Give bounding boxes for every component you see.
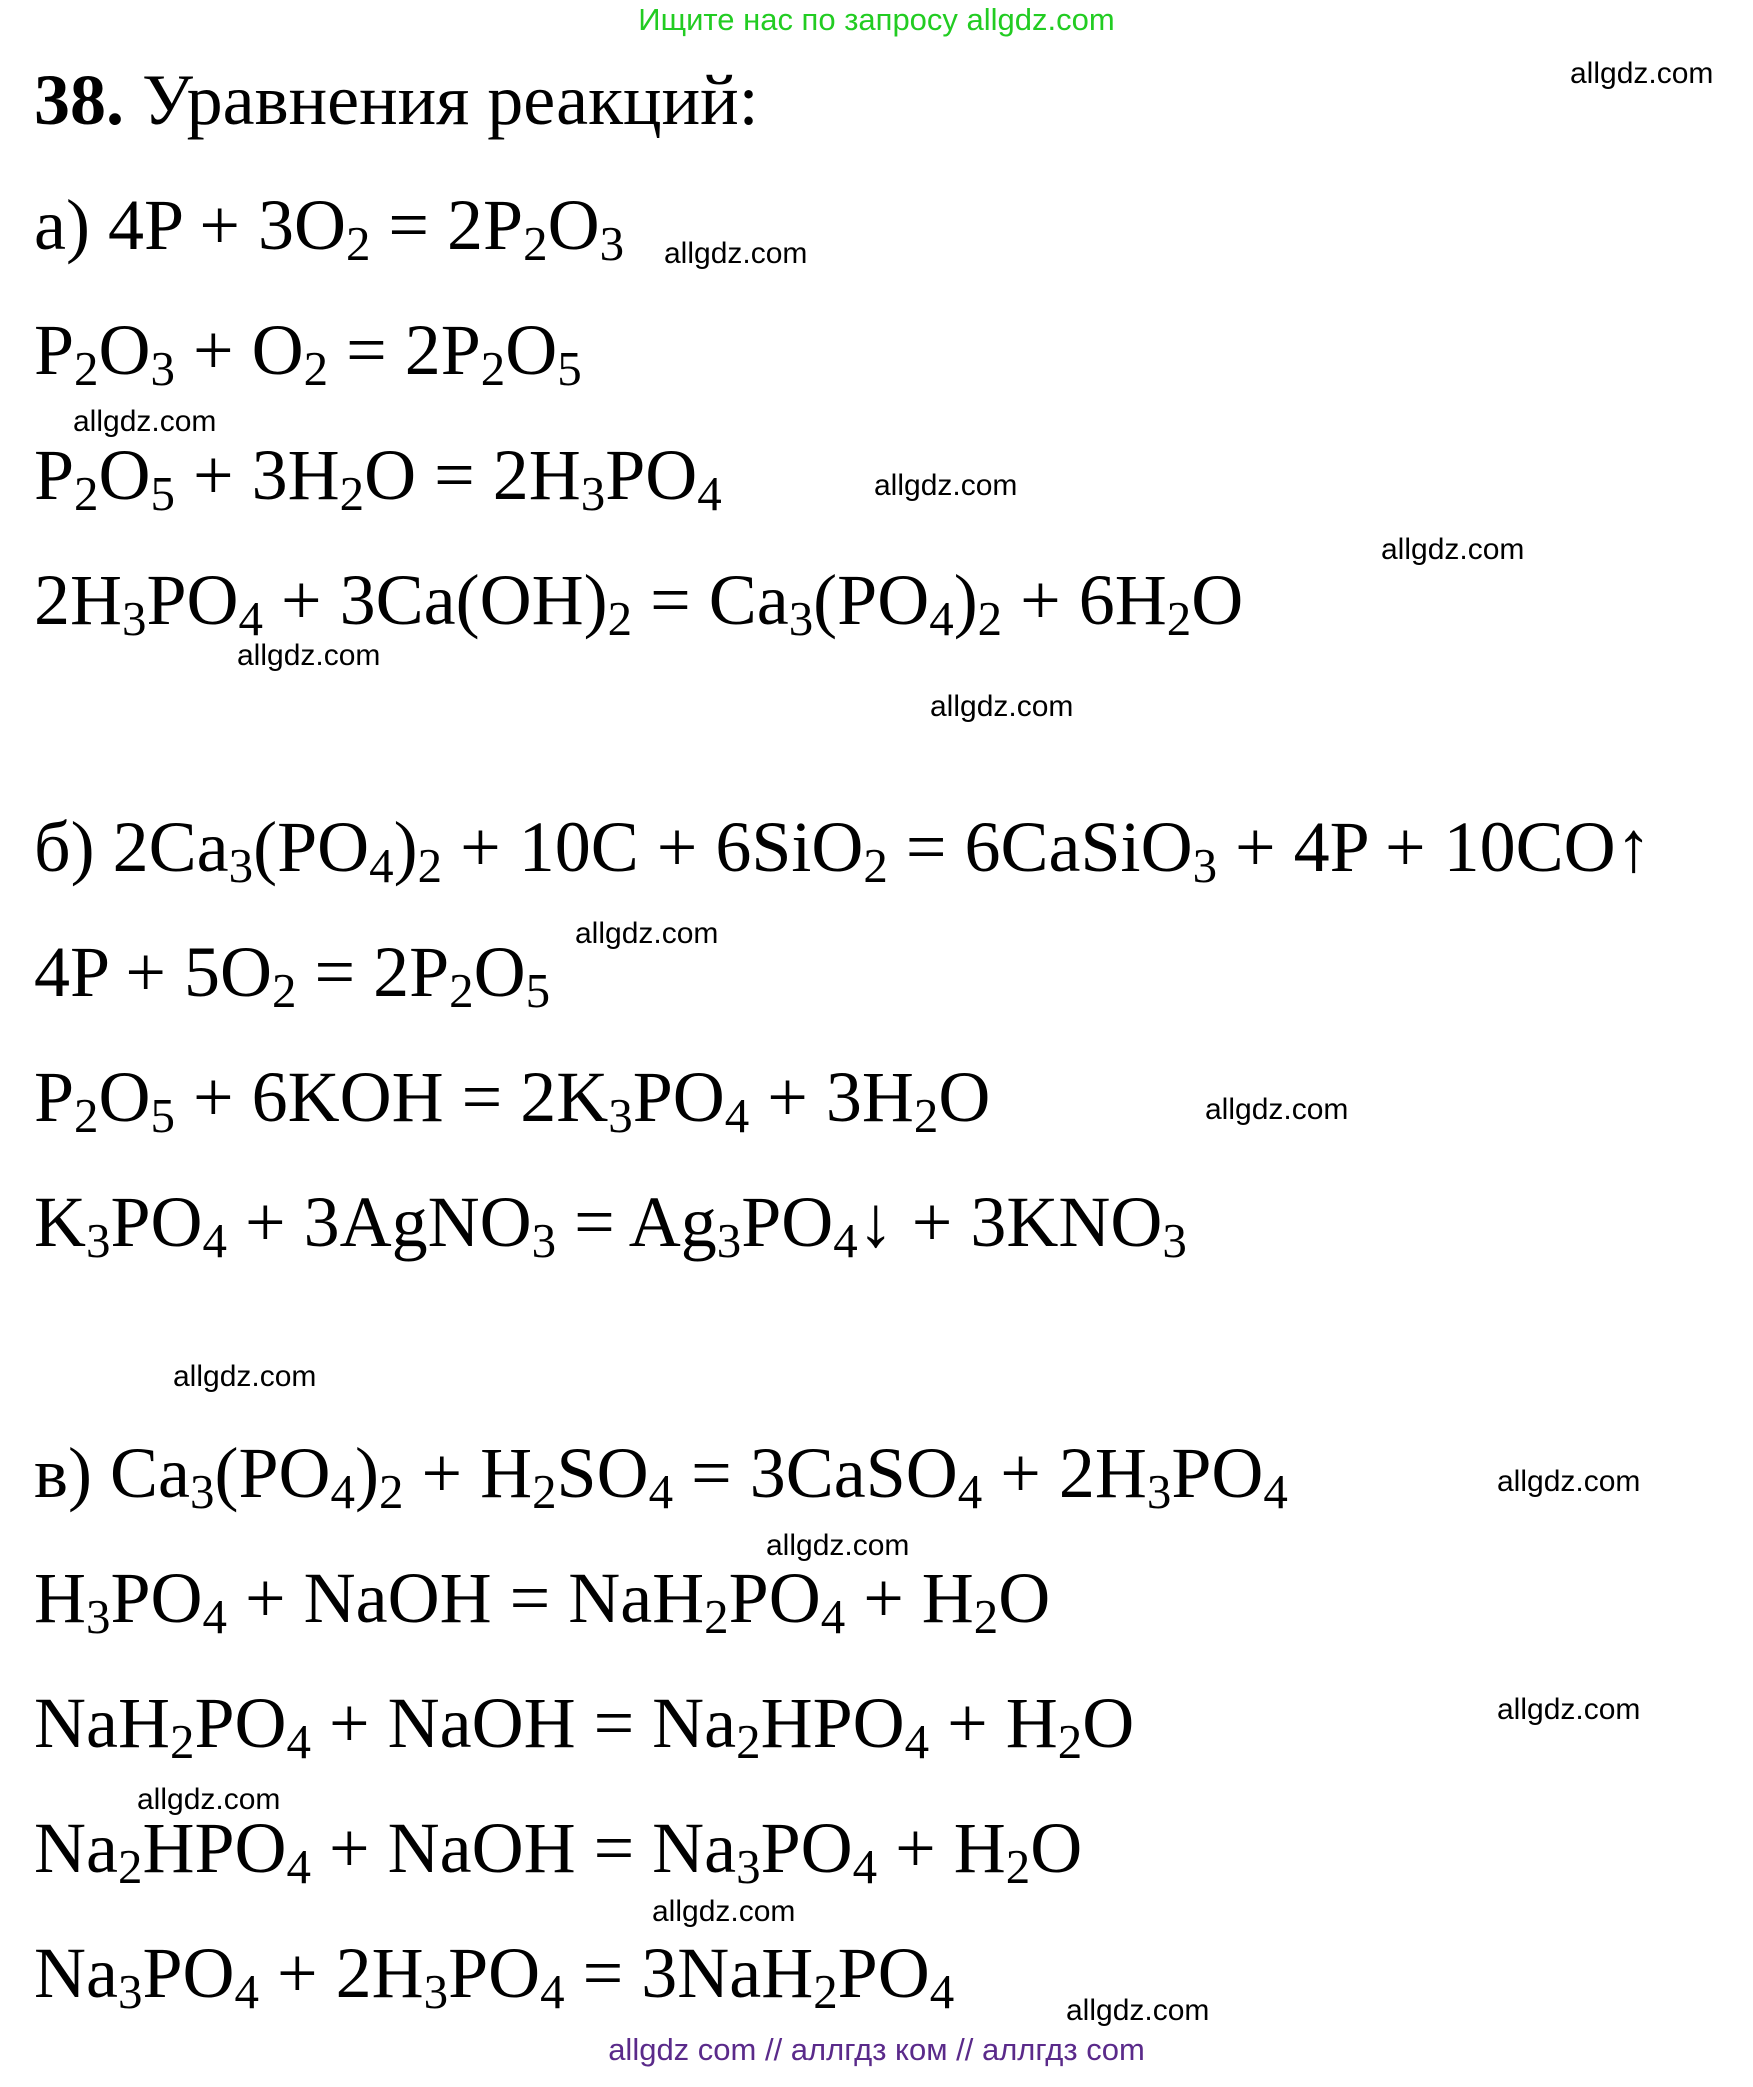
watermark: allgdz.com: [1497, 1693, 1641, 1726]
equation-b-2: $4P + 5O_2 = 2P_2O_5$: [34, 932, 551, 1018]
watermark: allgdz.com: [1381, 533, 1525, 566]
watermark: allgdz.com: [766, 1529, 910, 1562]
equation-c-3: $NaH_2PO_4$ + NaOH = $Na_2HPO_4 + H_2O$: [34, 1683, 1135, 1769]
watermark: allgdz.com: [1066, 1994, 1210, 2027]
search-banner: Ищите нас по запросу allgdz.com: [638, 2, 1115, 37]
equation-a-3: $P_2O_5 + 3H_2O = 2H_3PO_4$: [34, 435, 722, 521]
exercise-title: [34, 55, 759, 145]
equation-a-4: $2H_3PO_4 + 3Ca(OH)_2 = Ca_3(PO_4)_2 + 6H_2O$: [34, 560, 1244, 646]
equation-a-2: $P_2O_3 + O_2 = 2P_2O_5$: [34, 310, 582, 396]
equation-b-4: $K_3PO_4$ + 3AgNO$_3$ = $Ag_3PO_4↓ + 3KNO_3$: [34, 1182, 1187, 1268]
watermark: allgdz.com: [173, 1360, 317, 1393]
equation-c-2: $H_3PO_4$ + NaOH = $NaH_2PO_4 + H_2O$: [34, 1558, 1051, 1644]
equation-b-3: $P_2O_5 + 6KOH = 2K_3PO_4 + 3H_2O$: [34, 1057, 991, 1143]
watermark: allgdz.com: [137, 1783, 281, 1816]
watermark: allgdz.com: [1205, 1093, 1349, 1126]
equation-a-1: а) $4P + 3O_2 = 2P_2O_3$: [34, 185, 625, 271]
exercise-heading: Уравнения реакций:: [142, 60, 759, 140]
equation-c-4: $Na_2HPO_4$ + NaOH = $Na_3PO_4 + H_2O$: [34, 1808, 1083, 1894]
equation-b-1: б) $2Ca_3(PO_4)_2 + 10C + 6SiO_2$ = 6CaSiO$_3$ + 4P + 10CO↑: [34, 807, 1652, 893]
watermark: allgdz.com: [237, 639, 381, 672]
watermark: allgdz.com: [1570, 57, 1714, 90]
equation-c-5: $Na_3PO_4 + 2H_3PO_4 = 3NaH_2PO_4$: [34, 1933, 955, 2019]
watermark: allgdz.com: [1497, 1465, 1641, 1498]
exercise-number: 38.: [34, 60, 124, 140]
watermark: allgdz.com: [575, 917, 719, 950]
watermark: allgdz.com: [73, 405, 217, 438]
footer-links: allgdz com // аллгдз ком // аллгдз com: [608, 2032, 1145, 2067]
equation-c-1: в) $Ca_3(PO_4)_2 + H_2SO_4$ = 3CaSO$_4$ + $2H_3PO_4$: [34, 1433, 1288, 1519]
watermark: allgdz.com: [664, 237, 808, 270]
watermark: allgdz.com: [652, 1895, 796, 1928]
watermark: allgdz.com: [874, 469, 1018, 502]
watermark: allgdz.com: [930, 690, 1074, 723]
